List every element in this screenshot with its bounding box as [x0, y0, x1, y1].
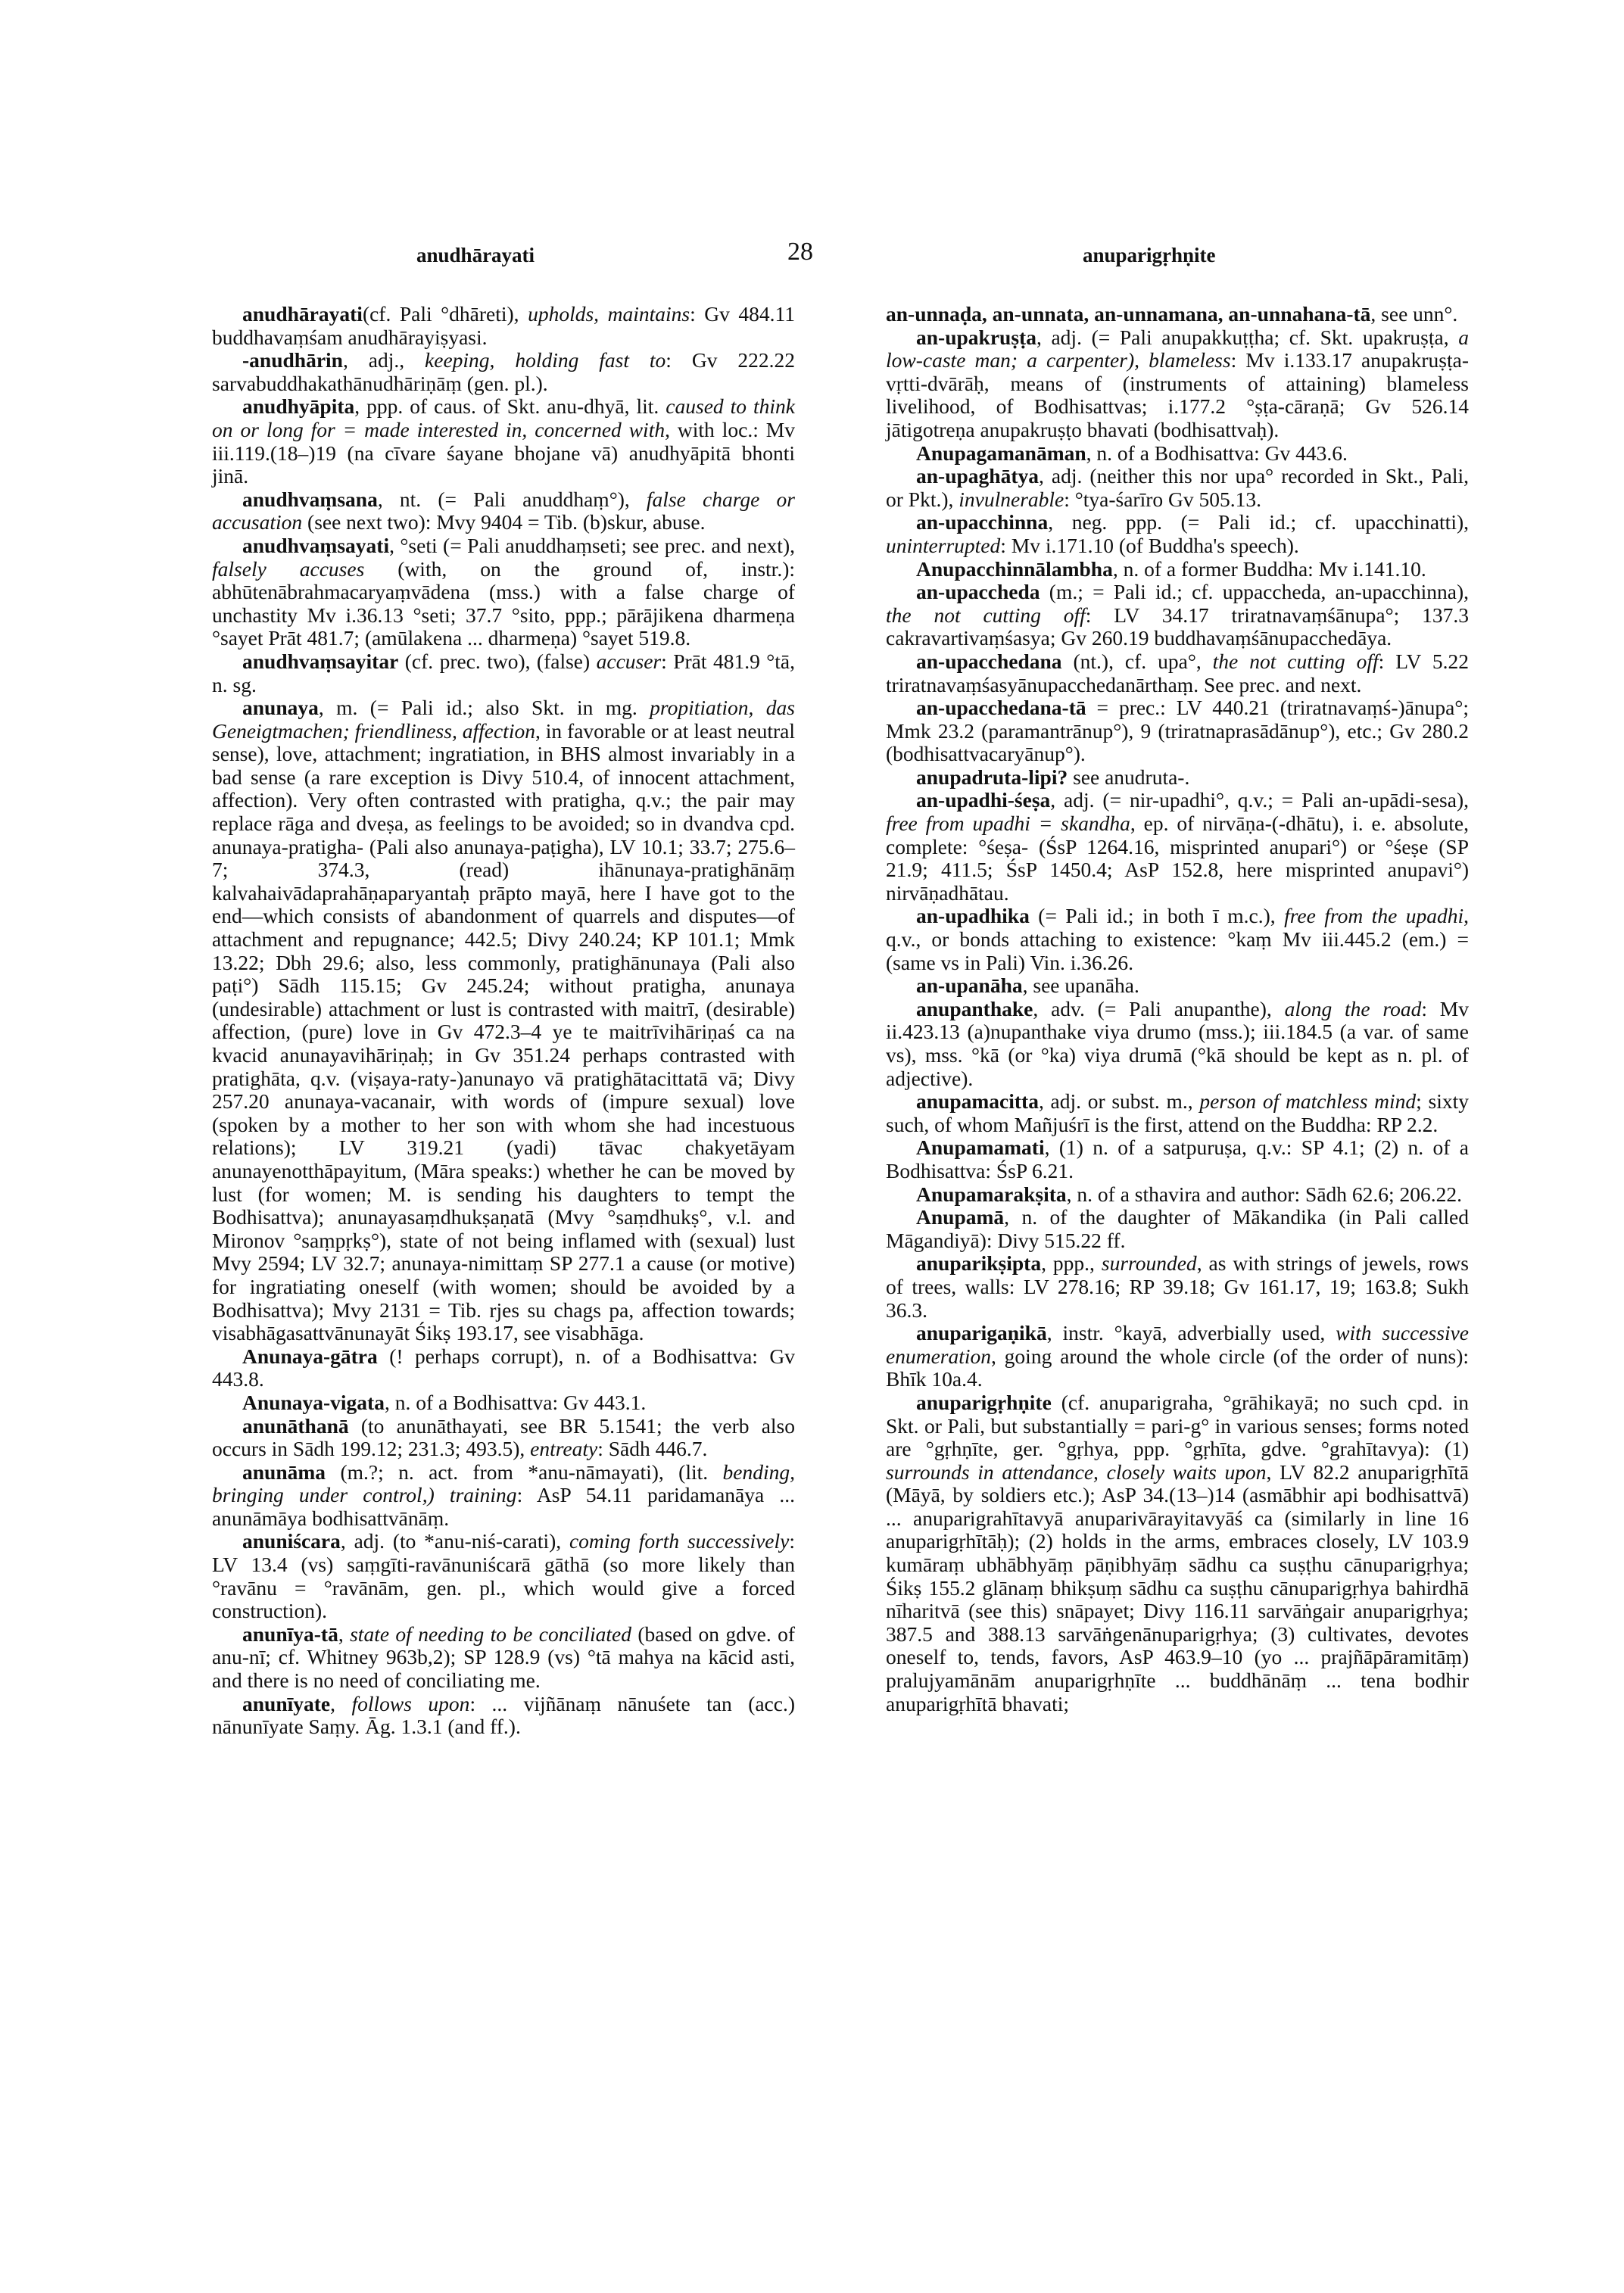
entry-text: : Prāt 481.9 °tā, n. sg.: [212, 649, 795, 696]
headword: Anupacchinnālambha: [916, 556, 1113, 581]
headword: anunāthanā: [242, 1413, 349, 1438]
dictionary-entry: [886, 789, 1469, 905]
dictionary-entry: [886, 1322, 1469, 1391]
headword: an-upadhika: [916, 904, 1030, 928]
gloss: with successive enumeration: [886, 1321, 1469, 1368]
entry-text: , n. of a Bodhisattva: Gv 443.1.: [384, 1390, 647, 1414]
dictionary-entry: [886, 465, 1469, 511]
entry-text: , adj. (= Pali anupakkuṭṭha; cf. Skt. upakruṣṭa,: [1036, 325, 1459, 349]
right-guide-word: anuparigṛhṇite: [1083, 244, 1216, 266]
gloss: person of matchless mind: [1199, 1089, 1417, 1114]
left-guide-word: anudhārayati: [416, 244, 535, 266]
dictionary-entry: [886, 1183, 1469, 1207]
headword: anupadruta-lipi?: [916, 765, 1068, 789]
gloss: state of needing to be conciliated: [350, 1622, 631, 1646]
dictionary-entry: [886, 442, 1469, 466]
entry-text: , adj.,: [342, 348, 425, 372]
headword: an-upacchedana-tā: [916, 696, 1086, 720]
dictionary-entry: [886, 558, 1469, 581]
entry-text: , LV 82.2 anuparigṛhītā (Māyā, by soldiers etc.); AsP 34.(13–)14 (asmābhir api bodhisattvā) ... anuparigrahītavyā anuparivārayitavyāś ca (similarly in line 16 anuparigṛhītāḥ); (2) holds in the arms, embraces closely, LV 103.9 kumāraṃ ubhābhyāṃ pāṇibhyāṃ sādhu ca suṣṭhu cānuparigṛhya; Śikṣ 155.2 glānaṃ bhikṣuṃ sādhu ca suṣṭhu cānuparigṛhya bahirdhā nīharitvā (see this) snāpayet; Divy 116.11 sarvāṅgair anuparigṛhya; 387.5 and 388.13 sarvāṅgenānuparigṛhya; (3) cultivates, devotes oneself to, tends, favors, AsP 463.9–10 (yo ... prajñāpāramitāṃ) pralujyamānām anuparigṛhṇīte ... buddhānāṃ ... tena bodhir anuparigṛhītā bhavati;: [886, 1460, 1469, 1715]
dictionary-entry: [886, 1090, 1469, 1136]
headword: anudhvaṃsana: [242, 487, 378, 511]
headword: anudhvaṃsayitar: [242, 649, 399, 673]
headword: anuparikṣipta: [916, 1251, 1042, 1276]
headword: Anupamarakṣita: [916, 1182, 1067, 1206]
gloss: falsely accuses: [212, 556, 365, 581]
entry-text: , ppp.,: [1041, 1251, 1102, 1276]
dictionary-entry: [212, 1415, 795, 1461]
entry-text: , with loc.: Mv iii.119.(18–)19 (na cīvare śayane bhojane vā) anudhyāpitā bhonti jinā.: [212, 417, 795, 488]
headword: anupanthake: [916, 996, 1033, 1020]
entry-text: (m.?; n. act. from *anu-nāmayati), (lit.: [326, 1460, 723, 1484]
entry-text: , going around the whole circle (of the order of nuns): Bhīk 10a.4.: [886, 1344, 1469, 1391]
headword: Anunaya-vigata: [242, 1390, 385, 1414]
entry-text: , see unn°.: [1370, 302, 1458, 326]
dictionary-entry: [886, 998, 1469, 1090]
entry-text: , ppp. of caus. of Skt. anu-dhyā, lit.: [354, 394, 666, 419]
entry-text: , nt. (= Pali anuddhaṃ°),: [377, 487, 647, 511]
dictionary-entry: [886, 1136, 1469, 1182]
dictionary-entry: [886, 326, 1469, 442]
left-column: [212, 303, 795, 1739]
dictionary-entry: [212, 488, 795, 534]
gloss: upholds, maintains: [528, 302, 690, 326]
dictionary-entry: [212, 1623, 795, 1693]
gloss: free from the upadhi: [1284, 904, 1464, 928]
entry-text: (see next two): Mvy 9404 = Tib. (b)skur, abuse.: [302, 510, 706, 534]
entry-text: , see upanāha.: [1022, 974, 1139, 998]
headword: anunīya-tā: [242, 1622, 338, 1646]
dictionary-entry: [886, 1252, 1469, 1322]
dictionary-entry: [886, 696, 1469, 766]
dictionary-entry: [886, 1391, 1469, 1715]
entry-text: (cf. Pali °dhāreti),: [362, 302, 528, 326]
headword: anunīyate: [242, 1691, 331, 1715]
entry-text: : Gv 484.11 buddhavaṃśam anudhārayiṣyasi.: [212, 302, 795, 349]
headword: an-upacchedana: [916, 649, 1062, 673]
gloss: entreaty: [530, 1437, 598, 1461]
entry-text: , as with strings of jewels, rows of trees, walls: LV 278.16; RP 39.18; Gv 161.17, 19; 163.8; Sukh 36.3.: [886, 1251, 1469, 1322]
entry-text: , adj. (neither this nor upa° recorded in Skt., Pali, or Pkt.),: [886, 464, 1469, 511]
dictionary-entry: [886, 1206, 1469, 1252]
entry-text: see anudruta-.: [1068, 765, 1190, 789]
gloss: propitiation, das Geneigtmachen; friendliness, affection: [212, 696, 795, 743]
entry-text: , ep. of nirvāṇa-(-dhātu), i. e. absolute, complete: °śeṣa- (ŚsP 1264.16, misprinted anupari°) or °śeṣe (SP 21.9; 411.5; ŚsP 1450.4; AsP 152.8, here misprinted anupavi°) nirvāṇadhātau.: [886, 812, 1469, 905]
entry-text: ,: [330, 1691, 352, 1715]
gloss: keeping, holding fast to: [425, 348, 666, 372]
headword: an-upakruṣṭa: [916, 325, 1036, 349]
page-number: 28: [787, 238, 813, 266]
entry-text: , n. of the daughter of Mākandika (in Pali called Māgandiyā): Divy 515.22 ff.: [886, 1205, 1469, 1252]
entry-text: : Mv i.171.10 (of Buddha's speech).: [1000, 533, 1299, 557]
gloss: surrounded: [1101, 1251, 1197, 1276]
headword: -anudhārin: [242, 348, 343, 372]
entry-text: (with, on the ground of, instr.): abhūtenābrahmacaryaṃvādena (mss.) with a false charge of unchastity Mv i.36.13 °seti; 37.7 °sito, ppp.; pārājikena dharmeṇa °sayet Prāt 481.7; (amūlakena ... dharmeṇa) °sayet 519.8.: [212, 556, 795, 650]
entry-text: , adv. (= Pali anupanthe),: [1033, 996, 1285, 1020]
dictionary-entry: [212, 650, 795, 696]
dictionary-entry: [212, 1391, 795, 1415]
dictionary-entry: [212, 534, 795, 650]
dictionary-entry: [886, 766, 1469, 790]
gloss: uninterrupted: [886, 533, 1001, 557]
gloss: false charge or accusation: [212, 487, 796, 534]
headword: an-upaghātya: [916, 464, 1039, 488]
dictionary-entry: [212, 1345, 795, 1391]
headword: Anupamā: [916, 1205, 1005, 1229]
entry-text: = prec.: LV 440.21 (triratnavaṃś-)ānupa°; Mmk 23.2 (paramantrānup°), 9 (triratnaprasādānup°), etc.; Gv 280.2 (bodhisattvacaryānup°).: [886, 696, 1469, 766]
headword: Anunaya-gātra: [242, 1344, 378, 1368]
entry-text: : Gv 222.22 sarvabuddhakathānudhāriṇāṃ (gen. pl.).: [212, 348, 795, 395]
dictionary-entry: [886, 581, 1469, 650]
entry-text: : LV 13.4 (vs) saṃgīti-ravānuniścarā gāthā (so more likely than °ravānu = °ravānām, gen. pl., which would give a forced construction).: [212, 1529, 795, 1623]
gloss: follows upon: [351, 1691, 470, 1715]
gloss: the not cutting off: [886, 603, 1086, 627]
entry-text: , neg. ppp. (= Pali id.; cf. upacchinatti),: [1048, 510, 1469, 534]
dictionary-entry: [212, 349, 795, 395]
entry-text: : Mv ii.423.13 (a)nupanthake viya drumo (mss.); iii.184.5 (a var. of same vs), mss. °kā (or °ka) viya drumā (°kā should be kept as n. pl. of adjective).: [886, 996, 1469, 1090]
entry-text: , adj. or subst. m.,: [1038, 1089, 1200, 1114]
entry-text: (m.; = Pali id.; cf. uppaccheda, an-upacchinna),: [1040, 580, 1469, 604]
headword: anuparigṛhṇite: [916, 1390, 1052, 1414]
headword: an-unnaḍa, an-unnata, an-unnamana, an-unnahana-tā: [886, 302, 1371, 326]
headword: anunāma: [242, 1460, 326, 1484]
headword: an-upadhi-śeṣa: [916, 788, 1051, 812]
entry-text: , °seti (= Pali anuddhaṃseti; see prec. and next),: [389, 533, 795, 557]
dictionary-entry: [886, 511, 1469, 557]
entry-text: , n. of a Bodhisattva: Gv 443.6.: [1086, 441, 1348, 465]
right-column: [886, 303, 1469, 1715]
dictionary-entry: [212, 1461, 795, 1531]
gloss: accuser: [596, 649, 662, 673]
dictionary-entry: [212, 696, 795, 1345]
entry-text: , m. (= Pali id.; also Skt. in mg.: [318, 696, 650, 720]
entry-text: , instr. °kayā, adverbially used,: [1046, 1321, 1336, 1345]
headword: anudhyāpita: [242, 394, 355, 419]
dictionary-entry: [886, 905, 1469, 974]
page-header: [189, 238, 1435, 282]
entry-text: , n. of a former Buddha: Mv i.141.10.: [1112, 556, 1426, 581]
dictionary-entry: [212, 1693, 795, 1739]
headword: anupamacitta: [916, 1089, 1039, 1114]
gloss: along the road: [1284, 996, 1422, 1020]
dictionary-entry: [886, 650, 1469, 696]
headword: an-upacchinna: [916, 510, 1049, 534]
entry-text: , (1) n. of a satpuruṣa, q.v.: SP 4.1; (2) n. of a Bodhisattva: ŚsP 6.21.: [886, 1136, 1469, 1182]
entry-text: : LV 34.17 triratnavaṃśānupa°; 137.3 cakravartivaṃśasya; Gv 260.19 buddhavaṃśānupacchedāya.: [886, 603, 1469, 650]
entry-text: (= Pali id.; in both ī m.c.),: [1029, 904, 1285, 928]
dictionary-entry: [886, 303, 1469, 326]
gloss: bending, bringing under control,) training: [212, 1460, 795, 1507]
entry-text: : Sādh 446.7.: [597, 1437, 708, 1461]
entry-text: , in favorable or at least neutral sense), love, attachment; ingratiation, in BHS almost invariably in a bad sense (a rare exception is Divy 510.4, of innocent attachment, affection). Very often contrasted with pratigha, q.v.; the pair may replace rāga and dveṣa, as feelings to be avoided; so in dvandva cpd. anunaya-pratigha- (Pali also anunaya-paṭigha), LV 10.1; 33.7; 275.6–7; 374.3, (read) ihānunaya-pratighānāṃ kalvahaivādaprahāṇaparyantaḥ prāpto mayā, here I have got to the end—which consists of abandonment of quarrels and disputes—of attachment and repugnance; 442.5; Divy 240.24; KP 101.1; Mmk 13.22; Dbh 29.6; also, less commonly, pratighānunaya (Pali also paṭi°) Sādh 115.15; Gv 245.24; without pratigha, anunaya (undesirable) attachment or lust is contrasted with maitrī, (desirable) affection, (pure) love in Gv 472.3–4 ye te maitrīvihāriṇaś ca na kvacid anunayavihāriṇaḥ; in Gv 351.24 perhaps contrasted with pratighāta, q.v. (viṣaya-raty-)anunayo vā pratighātacittatā vā; Divy 257.20 anunaya-vacanair, with words of (impure sexual) love (spoken by a mother to her son with whom she had incestuous relations); LV 319.21 (yadi) tāvac chakyetāyam anunayenotthāpayitum, (Māra speaks:) whether he can be moved by lust (for women; M. is sending his daughters to tempt the Bodhisattva); anunayasaṃdhukṣaṇatā (Mvy °saṃdhukṣ°, v.l. and Mironov °saṃpṛkṣ°), state of not being inflamed with (sexual) lust Mvy 2594; LV 32.7; anunaya-nimittaṃ SP 277.1 a cause (or motive) for ingratiating oneself (with women; should be avoided by a Bodhisattva); Mvy 2131 = Tib. rjes su chags pa, affection towards; visabhāgasattvānunayāt Śikṣ 193.17, see visabhāga.: [212, 718, 795, 1345]
headword: anudhvaṃsayati: [242, 533, 390, 557]
entry-text: ; sixty such, of whom Mañjuśrī is the first, attend on the Buddha: RP 2.2.: [886, 1089, 1469, 1136]
entry-text: , adj. (to *anu-niś-carati),: [340, 1529, 569, 1553]
entry-text: (to anunāthayati, see BR 5.1541; the verb also occurs in Sādh 199.12; 231.3; 493.5),: [212, 1413, 795, 1461]
dictionary-entry: [212, 303, 795, 349]
headword: Anupamamati: [916, 1136, 1045, 1160]
entry-text: : ... vijñānaṃ nānuśete tan (acc.) nānunīyate Saṃy. Āg. 1.3.1 (and ff.).: [212, 1691, 796, 1739]
entry-text: : AsP 54.11 paridamanāya ... anunāmāya bodhisattvānāṃ.: [212, 1483, 796, 1530]
headword: anuniścara: [242, 1529, 341, 1553]
gloss: surrounds in attendance, closely waits upon: [886, 1460, 1267, 1484]
gloss: coming forth successively: [569, 1529, 790, 1553]
entry-text: (cf. anuparigraha, °grāhikayā; no such cpd. in Skt. or Pali, but substantially = pari-g° in various senses; forms noted are °gṛhṇīte, ger. °gṛhya, ppp. °gṛhīta, gdve. °grahītavya): (1): [886, 1390, 1469, 1461]
entry-text: : LV 5.22 triratnavaṃśasyānupacchedanārthaṃ. See prec. and next.: [886, 649, 1469, 696]
headword: an-upaccheda: [916, 580, 1040, 604]
gloss: invulnerable: [959, 487, 1064, 511]
headword: anudhārayati: [242, 302, 363, 326]
entry-text: , adj. (= nir-upadhi°, q.v.; = Pali an-upādi-sesa),: [1050, 788, 1469, 812]
gloss: caused to think on or long for = made interested in, concerned with: [212, 394, 795, 441]
entry-text: , q.v., or bonds attaching to existence: °kaṃ Mv iii.445.2 (em.) = (same vs in Pali) Vin. i.36.26.: [886, 904, 1469, 974]
dictionary-entry: [212, 1530, 795, 1622]
headword: Anupagamanāman: [916, 441, 1086, 465]
entry-text: : °tya-śarīro Gv 505.13.: [1064, 487, 1261, 511]
entry-text: , n. of a sthavira and author: Sādh 62.6; 206.22.: [1066, 1182, 1463, 1206]
headword: anunaya: [242, 696, 319, 720]
headword: anuparigaṇikā: [916, 1321, 1047, 1345]
entry-text: ,: [338, 1622, 351, 1646]
gloss: free from upadhi = skandha: [886, 812, 1130, 836]
entry-text: (! perhaps corrupt), n. of a Bodhisattva: Gv 443.8.: [212, 1344, 795, 1391]
gloss: the not cutting off: [1212, 649, 1379, 673]
entry-text: (cf. prec. two), (false): [398, 649, 597, 673]
entry-text: (nt.), cf. upa°,: [1061, 649, 1213, 673]
dictionary-entry: [212, 395, 795, 488]
entry-text: (based on gdve. of anu-nī; cf. Whitney 963b,2); SP 128.9 (vs) °tā mahya na kācid asti, and there is no need of conciliating me.: [212, 1622, 796, 1693]
dictionary-entry: [886, 974, 1469, 998]
gloss: a low-caste man; a carpenter), blameless: [886, 325, 1469, 372]
entry-text: : Mv i.133.17 anupakruṣṭa-vṛtti-dvārāḥ, means of (instruments of attaining) blameless livelihood, of Bodhisattvas; i.177.2 °ṣṭa-cāraṇā; Gv 526.14 jātigotreṇa anupakruṣṭo bhavati (bodhisattvaḥ).: [886, 348, 1469, 441]
headword: an-upanāha: [916, 974, 1023, 998]
